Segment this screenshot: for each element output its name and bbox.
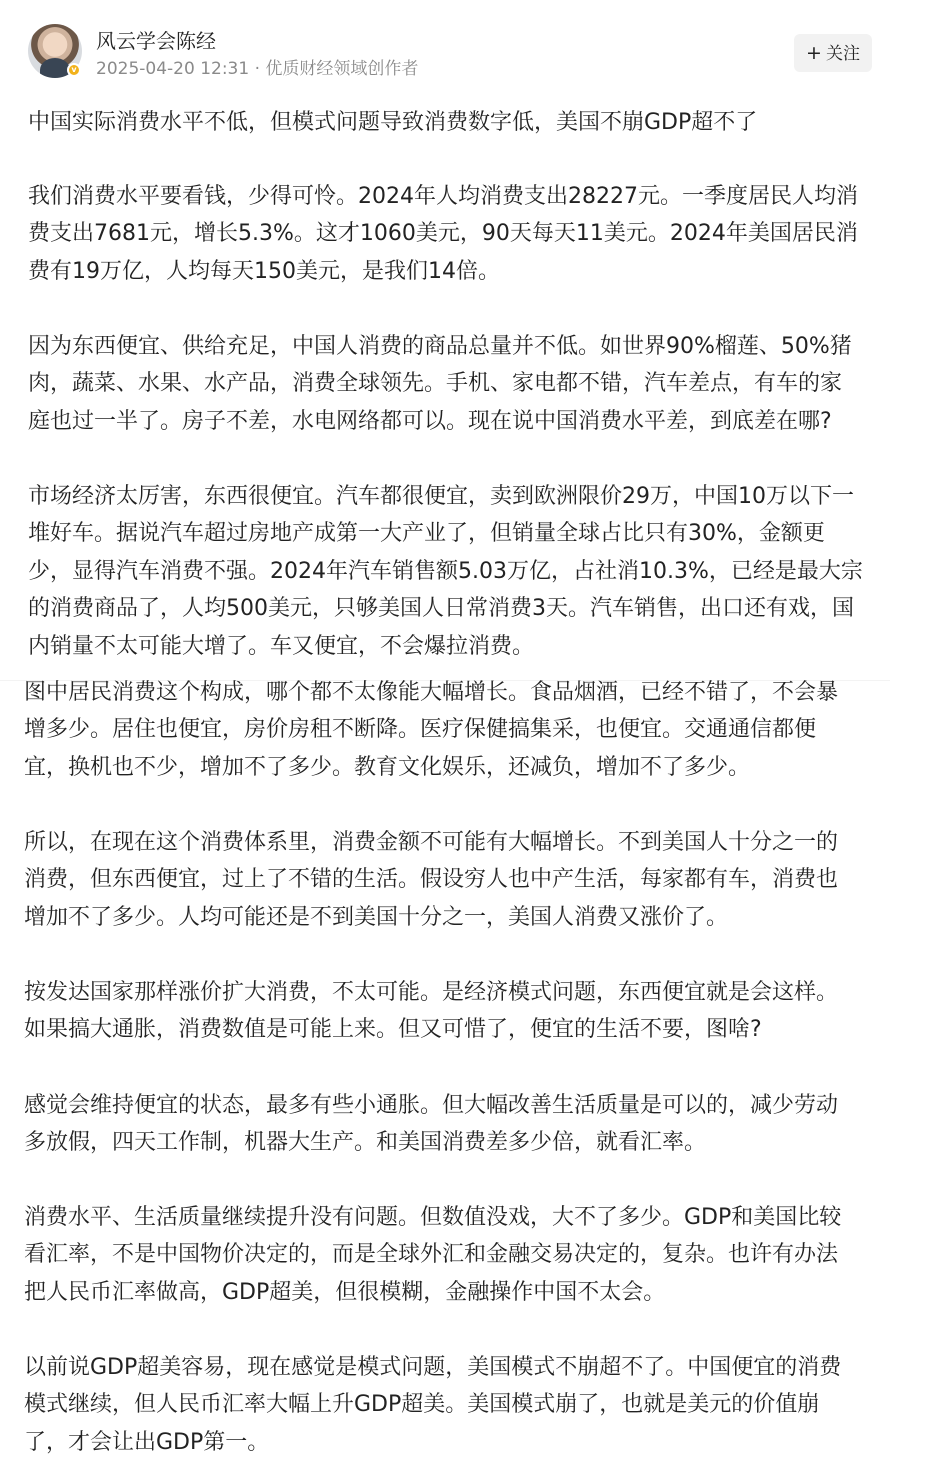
paragraph-line: 费有19万亿，人均每天150美元，是我们14倍。 (28, 258, 500, 284)
paragraph-line: 了，才会让出GDP第一。 (24, 1429, 270, 1455)
plus-icon: + (806, 42, 822, 64)
paragraph (24, 974, 838, 1049)
paragraph (24, 824, 838, 936)
paragraph-line: 按发达国家那样涨价扩大消费，不太可能。是经济模式问题，东西便宜就是会这样。 (24, 980, 839, 1005)
paragraph-line: 费支出7681元，增长5.3%。这才1060美元，90天每天11美元。2024年美国居民消 (28, 221, 858, 247)
follow-button[interactable] (794, 34, 872, 72)
paragraph-line: 的消费商品了，人均500美元，只够美国人日常消费3天。汽车销售，出口还有戏，国 (28, 596, 854, 622)
paragraph-line: 感觉会维持便宜的状态，最多有些小通胀。但大幅改善生活质量是可以的，减少劳动 (24, 1093, 839, 1118)
paragraph (28, 178, 858, 290)
paragraph (24, 1349, 841, 1461)
post-header (0, 0, 940, 96)
paragraph-line: 所以，在现在这个消费体系里，消费金额不可能有大幅增长。不到美国人十分之一的 (24, 830, 839, 855)
paragraph-line: 因为东西便宜、供给充足，中国人消费的商品总量并不低。如世界90%榴莲、50%猪 (28, 334, 852, 359)
paragraph (24, 674, 838, 786)
paragraph-line: 我们消费水平要看钱，少得可怜。2024年人均消费支出28227元。一季度居民人均消 (28, 184, 858, 209)
article-title: 中国实际消费水平不低，但模式问题导致消费数字低，美国不崩GDP超不了 (28, 110, 758, 135)
paragraph-line: 增加不了多少。人均可能还是不到美国十分之一，美国人消费又涨价了。 (24, 904, 729, 930)
paragraph-line: 看汇率，不是中国物价决定的，而是全球外汇和金融交易决定的，复杂。也许有办法 (24, 1242, 839, 1268)
paragraph-line: 以前说GDP超美容易，现在感觉是模式问题，美国模式不崩超不了。中国便宜的消费 (24, 1355, 842, 1380)
paragraph-line: 增多少。居住也便宜，房价房租不断降。医疗保健搞集采，也便宜。交通通信都便 (24, 717, 817, 743)
paragraph-line: 内销量不太可能大增了。车又便宜，不会爆拉消费。 (28, 633, 535, 659)
paragraph (24, 1199, 841, 1311)
paragraph-line: 如果搞大通胀，消费数值是可能上来。但又可惜了，便宜的生活不要，图啥? (24, 1017, 762, 1043)
paragraph (24, 1087, 838, 1162)
paragraph (28, 478, 863, 665)
paragraph-line: 消费，但东西便宜，过上了不错的生活。假设穷人也中产生活，每家都有车，消费也 (24, 867, 839, 893)
post-meta: 2025-04-20 12:31 · 优质财经领域创作者 (96, 59, 419, 79)
author-name[interactable]: 风云学会陈经 (96, 29, 216, 53)
paragraph-line: 把人民币汇率做高，GDP超美，但很模糊，金融操作中国不太会。 (24, 1279, 666, 1305)
paragraph-line: 市场经济太厉害，东西很便宜。汽车都很便宜，卖到欧洲限价29万，中国10万以下一 (28, 484, 854, 509)
paragraph-line: 少，显得汽车消费不强。2024年汽车销售额5.03万亿，占社消10.3%，已经是最大宗 (28, 558, 863, 584)
paragraph-line: 堆好车。据说汽车超过房地产成第一大产业了，但销量全球占比只有30%，金额更 (28, 521, 825, 547)
paragraph-line: 宜，换机也不少，增加不了多少。教育文化娱乐，还减负，增加不了多少。 (24, 754, 751, 780)
verified-badge-icon: v (67, 63, 81, 77)
paragraph-line: 模式继续，但人民币汇率大幅上升GDP超美。美国模式崩了，也就是美元的价值崩 (24, 1392, 820, 1418)
paragraph-line: 图中居民消费这个构成，哪个都不太像能大幅增长。食品烟酒，已经不错了，不会暴 (24, 680, 839, 705)
paragraph (28, 328, 852, 440)
paragraph-line: 庭也过一半了。房子不差，水电网络都可以。现在说中国消费水平差，到底差在哪? (28, 408, 832, 434)
paragraph-line: 肉，蔬菜、水果、水产品，消费全球领先。手机、家电都不错，汽车差点，有车的家 (28, 371, 843, 397)
follow-button-label: 关注 (825, 44, 860, 64)
paragraph-line: 多放假，四天工作制，机器大生产。和美国消费差多少倍，就看汇率。 (24, 1130, 707, 1156)
paragraph-line: 消费水平、生活质量继续提升没有问题。但数值没戏，大不了多少。GDP和美国比较 (24, 1205, 842, 1230)
